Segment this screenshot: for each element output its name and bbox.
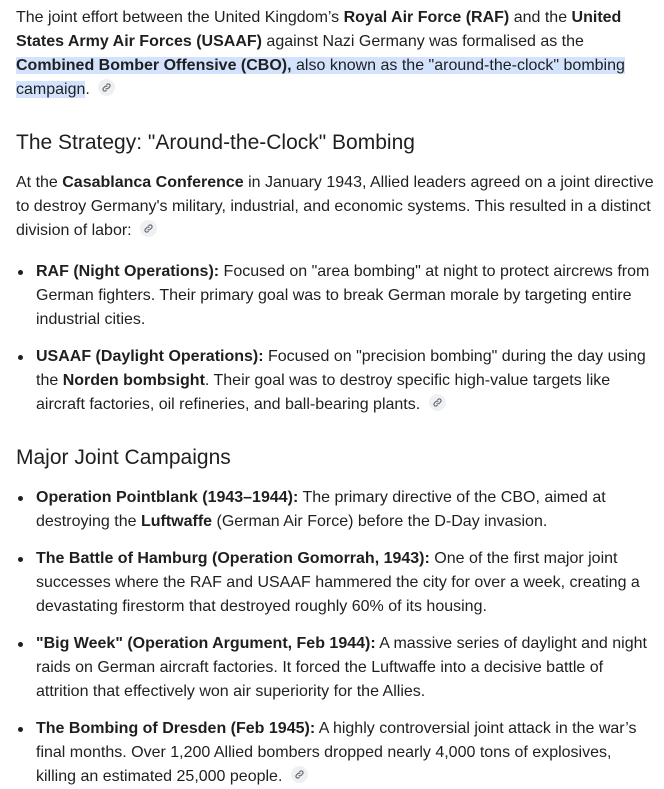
intro-text: The joint effort between the United Kingdom’s xyxy=(16,9,344,26)
strategy-list xyxy=(16,260,664,417)
campaigns-heading: Major Joint Campaigns xyxy=(16,446,231,469)
casablanca-term: Casablanca Conference xyxy=(62,174,244,191)
link-icon[interactable] xyxy=(291,766,308,783)
list-item: Operation Pointblank (1943–1944): The primary directive of the CBO, aimed at destroying the Luftwaffe (German Air Force) before the D-Day invasion. xyxy=(16,486,664,534)
usaaf-term-cont: States Army Air Forces (USAAF) xyxy=(16,33,262,50)
raf-term: Royal Air Force (RAF) xyxy=(343,9,510,26)
highlighted-selection-end: campaign xyxy=(16,81,86,98)
cbo-term: Combined Bomber Offensive (CBO), xyxy=(16,57,292,74)
luftwaffe-term: Luftwaffe xyxy=(140,513,213,530)
campaigns-list xyxy=(16,486,664,789)
link-icon[interactable] xyxy=(429,394,446,411)
list-item: "Big Week" (Operation Argument, Feb 1944): A massive series of daylight and night raids on German aircraft factories. It forced the Luftwaffe into a decisive battle of attrition that effectively won air superiority for the Allies. xyxy=(16,632,664,704)
list-item: USAAF (Daylight Operations): Focused on "precision bombing" during the day using the Norden bombsight. Their goal was to destroy specific high-value targets like aircraft factories, oil refineries, and ball-bearing plants. xyxy=(16,345,664,417)
list-item: RAF (Night Operations): Focused on "area bombing" at night to protect aircrews from German fighters. Their primary goal was to break German morale by targeting entire industrial cities. xyxy=(16,260,664,332)
strategy-heading: The Strategy: "Around-the-Clock" Bombing xyxy=(16,131,415,154)
list-item: The Battle of Hamburg (Operation Gomorrah, 1943): One of the first major joint successes where the RAF and USAAF hammered the city for over a week, creating a devastating firestorm that destroyed roughly 60% of its housing. xyxy=(16,547,664,619)
link-icon[interactable] xyxy=(98,79,115,96)
usaaf-term: United xyxy=(571,9,622,26)
list-item: The Bombing of Dresden (Feb 1945): A highly controversial joint attack in the war’s final months. Over 1,200 Allied bombers dropped nearly 4,000 tons of explosives, killing an estimated 25,000 people. xyxy=(16,717,664,789)
highlighted-selection: Combined Bomber Offensive (CBO), also known as the "around-the-clock" bombing xyxy=(16,57,625,74)
intro-paragraph: The joint effort between the United Kingdom’s Royal Air Force (RAF) and the United States Army Air Forces (USAAF) against Nazi Germany was formalised as the Combined Bomber Offensive (CBO), also known as the "around-the-clock" bombing campaign. xyxy=(16,9,625,98)
link-icon[interactable] xyxy=(140,220,157,237)
norden-term: Norden bombsight xyxy=(62,372,205,389)
strategy-paragraph: At the Casablanca Conference in January 1943, Allied leaders agreed on a joint directive to destroy Germany's military, industrial, and economic systems. This resulted in a distinct division of labor: xyxy=(16,174,654,239)
